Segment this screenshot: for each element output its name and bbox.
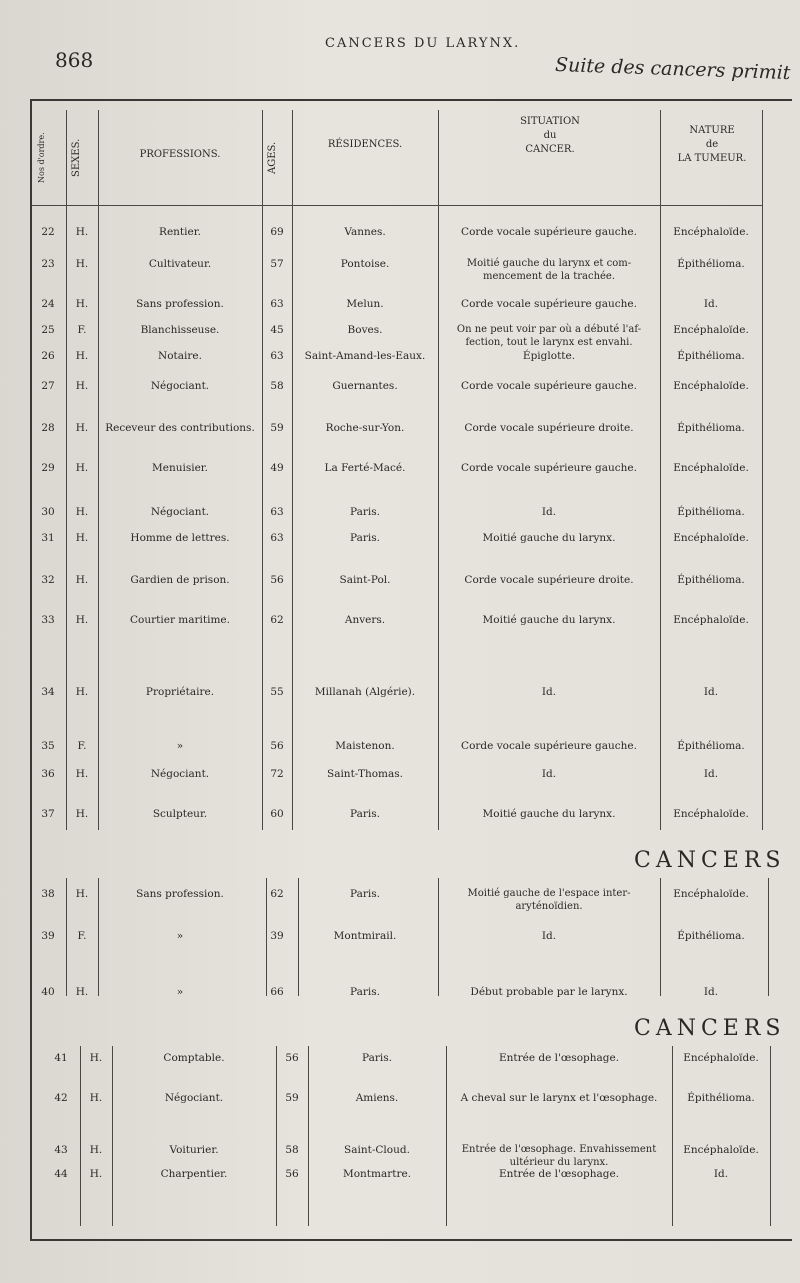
column-rule — [80, 1046, 81, 1226]
row-situation: Corde vocale supérieure gauche. — [461, 740, 637, 752]
row-number: 28 — [41, 422, 55, 434]
column-rule — [446, 1046, 447, 1226]
row-number: 35 — [41, 740, 55, 752]
page-number: 868 — [55, 48, 94, 72]
row-age: 72 — [270, 768, 284, 780]
column-rule — [276, 1046, 277, 1226]
row-age: 60 — [270, 808, 284, 820]
row-nature: Id. — [703, 768, 719, 780]
row-residence: La Ferté-Macé. — [324, 462, 406, 474]
row-age: 56 — [285, 1168, 299, 1180]
column-rule — [660, 110, 661, 830]
row-nature: Id. — [713, 1168, 729, 1180]
row-nature: Id. — [703, 986, 719, 998]
row-age: 63 — [270, 506, 284, 518]
row-nature: Épithélioma. — [677, 258, 745, 270]
column-rule — [98, 110, 99, 830]
row-sex: F. — [77, 930, 87, 942]
row-sex: H. — [89, 1168, 103, 1180]
row-situation: Corde vocale supérieure droite. — [464, 422, 634, 434]
row-age: 63 — [270, 350, 284, 362]
row-nature: Épithélioma. — [677, 574, 745, 586]
row-number: 41 — [54, 1052, 68, 1064]
row-number: 23 — [41, 258, 55, 270]
column-rule — [112, 1046, 113, 1226]
row-nature: Encéphaloïde. — [683, 1052, 759, 1064]
row-sex: H. — [75, 258, 89, 270]
row-profession: Négociant. — [150, 380, 210, 392]
row-nature: Épithélioma. — [677, 350, 745, 362]
row-profession: Voiturier. — [169, 1144, 219, 1156]
row-sex: H. — [75, 808, 89, 820]
row-situation: Corde vocale supérieure droite. — [464, 574, 634, 586]
row-sex: F. — [77, 324, 87, 336]
row-situation: Moitié gauche du larynx. — [482, 532, 616, 544]
row-nature: Encéphaloïde. — [673, 324, 749, 336]
row-age: 56 — [270, 740, 284, 752]
row-age: 59 — [285, 1092, 299, 1104]
row-residence: Roche-sur-Yon. — [325, 422, 405, 434]
row-number: 31 — [41, 532, 55, 544]
column-rule — [66, 110, 67, 830]
row-situation: Id. — [541, 686, 557, 698]
row-profession: Menuisier. — [151, 462, 208, 474]
row-nature: Encéphaloïde. — [673, 380, 749, 392]
row-situation: Moitié gauche du larynx et com- mencement de la trachée. — [466, 258, 632, 282]
row-profession: Receveur des contributions. — [105, 422, 255, 434]
row-residence: Saint-Cloud. — [344, 1144, 410, 1156]
row-nature: Épithélioma. — [677, 930, 745, 942]
row-number: 40 — [41, 986, 55, 998]
row-situation: Corde vocale supérieure gauche. — [461, 462, 637, 474]
row-residence: Saint-Pol. — [339, 574, 391, 586]
row-residence: Paris. — [350, 532, 380, 544]
row-age: 56 — [270, 574, 284, 586]
row-residence: Montmartre. — [342, 1168, 412, 1180]
row-sex: H. — [75, 298, 89, 310]
row-sex: H. — [75, 350, 89, 362]
row-residence: Boves. — [347, 324, 383, 336]
row-nature: Encéphaloïde. — [673, 226, 749, 238]
section-label: CANCERS — [634, 848, 786, 873]
row-number: 38 — [41, 888, 55, 900]
row-profession: Charpentier. — [160, 1168, 228, 1180]
section-label: CANCERS — [634, 1016, 786, 1041]
column-rule — [770, 1046, 771, 1226]
row-number: 32 — [41, 574, 55, 586]
row-sex: H. — [75, 888, 89, 900]
row-sex: H. — [75, 380, 89, 392]
row-nature: Épithélioma. — [677, 740, 745, 752]
row-sex: H. — [75, 226, 89, 238]
row-number: 44 — [54, 1168, 68, 1180]
row-sex: H. — [75, 686, 89, 698]
header-professions: PROFESSIONS. — [139, 149, 221, 160]
row-nature: Encéphaloïde. — [683, 1144, 759, 1156]
row-age: 69 — [270, 226, 284, 238]
row-profession: » — [176, 986, 184, 998]
row-sex: H. — [89, 1092, 103, 1104]
row-situation: A cheval sur le larynx et l'œsophage. — [460, 1092, 658, 1104]
row-profession: Gardien de prison. — [130, 574, 230, 586]
row-situation: Entrée de l'œsophage. — [498, 1052, 620, 1064]
row-nature: Épithélioma. — [677, 422, 745, 434]
row-situation: Id. — [541, 930, 557, 942]
row-number: 22 — [41, 226, 55, 238]
column-rule — [438, 878, 439, 996]
column-rule — [762, 110, 763, 830]
row-nature: Encéphaloïde. — [673, 462, 749, 474]
row-number: 25 — [41, 324, 55, 336]
row-situation: Entrée de l'œsophage. — [498, 1168, 620, 1180]
row-age: 63 — [270, 298, 284, 310]
row-situation: Début probable par le larynx. — [470, 986, 628, 998]
row-profession: Sans profession. — [136, 298, 224, 310]
row-number: 36 — [41, 768, 55, 780]
row-number: 30 — [41, 506, 55, 518]
row-number: 33 — [41, 614, 55, 626]
row-age: 58 — [270, 380, 284, 392]
table-subheading: Suite des cancers primit — [554, 53, 791, 85]
row-number: 29 — [41, 462, 55, 474]
column-rule — [768, 878, 769, 996]
row-profession: Négociant. — [150, 768, 210, 780]
row-profession: Négociant. — [164, 1092, 224, 1104]
row-sex: H. — [75, 506, 89, 518]
row-age: 63 — [270, 532, 284, 544]
row-nature: Id. — [703, 298, 719, 310]
row-number: 27 — [41, 380, 55, 392]
header-rule — [32, 205, 762, 206]
row-number: 39 — [41, 930, 55, 942]
row-profession: Propriétaire. — [145, 686, 215, 698]
row-situation: Corde vocale supérieure gauche. — [461, 226, 637, 238]
row-number: 42 — [54, 1092, 68, 1104]
row-situation: Corde vocale supérieure gauche. — [461, 380, 637, 392]
row-sex: H. — [89, 1144, 103, 1156]
row-number: 24 — [41, 298, 55, 310]
header-sexes: SEXES. — [71, 138, 82, 178]
row-situation: Épiglotte. — [522, 350, 576, 362]
row-age: 58 — [285, 1144, 299, 1156]
row-number: 26 — [41, 350, 55, 362]
header-residences: RÉSIDENCES. — [327, 139, 403, 150]
row-situation: On ne peut voir par où a débuté l'af- fection, tout le larynx est envahi. — [456, 324, 642, 348]
row-sex: H. — [75, 614, 89, 626]
row-age: 59 — [270, 422, 284, 434]
row-nature: Encéphaloïde. — [673, 532, 749, 544]
column-rule — [438, 110, 439, 830]
row-situation: Moitié gauche de l'espace inter- aryténoïdien. — [467, 888, 631, 912]
header-situation: SITUATION du CANCER. — [520, 116, 580, 155]
row-age: 62 — [270, 888, 284, 900]
row-number: 37 — [41, 808, 55, 820]
row-residence: Paris. — [350, 888, 380, 900]
row-nature: Épithélioma. — [677, 506, 745, 518]
row-profession: » — [176, 930, 184, 942]
row-nature: Encéphaloïde. — [673, 888, 749, 900]
row-nature: Encéphaloïde. — [673, 808, 749, 820]
row-sex: F. — [77, 740, 87, 752]
row-number: 43 — [54, 1144, 68, 1156]
row-residence: Montmirail. — [333, 930, 397, 942]
row-number: 34 — [41, 686, 55, 698]
row-residence: Saint-Thomas. — [327, 768, 403, 780]
row-residence: Paris. — [350, 808, 380, 820]
row-situation: Id. — [541, 768, 557, 780]
header-ages: AGES. — [267, 141, 278, 175]
row-sex: H. — [75, 986, 89, 998]
row-profession: Sans profession. — [136, 888, 224, 900]
row-residence: Guernantes. — [332, 380, 398, 392]
row-sex: H. — [75, 462, 89, 474]
row-residence: Paris. — [362, 1052, 392, 1064]
row-sex: H. — [89, 1052, 103, 1064]
row-profession: Courtier maritime. — [130, 614, 230, 626]
row-age: 45 — [270, 324, 284, 336]
row-nature: Encéphaloïde. — [673, 614, 749, 626]
row-profession: Cultivateur. — [148, 258, 212, 270]
column-rule — [308, 1046, 309, 1226]
column-rule — [98, 878, 99, 996]
header-numero: Nos d'ordre. — [37, 132, 46, 184]
running-head: CANCERS DU LARYNX. — [325, 36, 521, 51]
row-profession: Notaire. — [158, 350, 202, 362]
row-residence: Vannes. — [344, 226, 386, 238]
row-age: 49 — [270, 462, 284, 474]
column-rule — [66, 878, 67, 996]
row-profession: Comptable. — [163, 1052, 225, 1064]
row-residence: Millanah (Algérie). — [314, 686, 416, 698]
row-situation: Moitié gauche du larynx. — [482, 614, 616, 626]
column-rule — [660, 878, 661, 996]
row-profession: » — [176, 740, 184, 752]
row-age: 62 — [270, 614, 284, 626]
row-residence: Melun. — [346, 298, 384, 310]
row-profession: Homme de lettres. — [130, 532, 230, 544]
row-residence: Anvers. — [344, 614, 386, 626]
row-profession: Sculpteur. — [152, 808, 208, 820]
row-situation: Id. — [541, 506, 557, 518]
row-residence: Maistenon. — [335, 740, 395, 752]
row-profession: Blanchisseuse. — [140, 324, 220, 336]
row-situation: Entrée de l'œsophage. Envahissement ultérieur du larynx. — [461, 1144, 657, 1168]
row-profession: Rentier. — [159, 226, 201, 238]
row-sex: H. — [75, 422, 89, 434]
header-nature: NATURE de LA TUMEUR. — [677, 125, 747, 164]
row-sex: H. — [75, 532, 89, 544]
row-nature: Id. — [703, 686, 719, 698]
row-residence: Pontoise. — [340, 258, 390, 270]
row-residence: Saint-Amand-les-Eaux. — [304, 350, 426, 362]
row-residence: Paris. — [350, 506, 380, 518]
row-age: 66 — [270, 986, 284, 998]
row-age: 39 — [270, 930, 284, 942]
row-age: 55 — [270, 686, 284, 698]
column-rule — [262, 110, 263, 830]
column-rule — [672, 1046, 673, 1226]
row-profession: Négociant. — [150, 506, 210, 518]
column-rule — [292, 110, 293, 830]
row-situation: Moitié gauche du larynx. — [482, 808, 616, 820]
row-sex: H. — [75, 768, 89, 780]
row-residence: Paris. — [350, 986, 380, 998]
row-situation: Corde vocale supérieure gauche. — [461, 298, 637, 310]
row-age: 56 — [285, 1052, 299, 1064]
row-residence: Amiens. — [355, 1092, 399, 1104]
row-age: 57 — [270, 258, 284, 270]
row-sex: H. — [75, 574, 89, 586]
row-nature: Épithélioma. — [687, 1092, 755, 1104]
